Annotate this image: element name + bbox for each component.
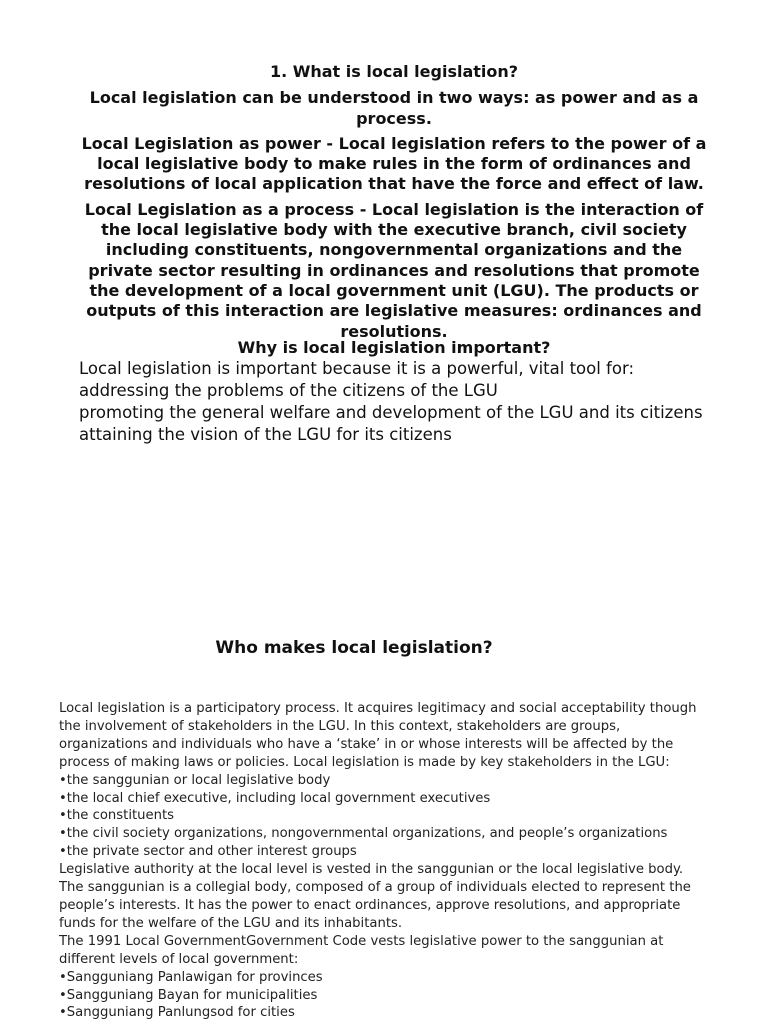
stakeholder-item: •the constituents (59, 808, 175, 824)
why-line: addressing the problems of the citizens of the LGU (79, 381, 498, 400)
level-item: •Sangguniang Bayan for municipalities (59, 987, 318, 1003)
level-item: •Sangguniang Panlungsod for cities (59, 1005, 295, 1021)
who-document (59, 700, 699, 1022)
intro-paragraph: Local legislation can be understood in two ways: as power and as a process. (89, 88, 699, 128)
why-body (79, 358, 719, 446)
stakeholder-item: •the sanggunian or local legislative body (59, 772, 331, 788)
slide-section-what (80, 62, 708, 342)
authority-paragraph: Legislative authority at the local level is vested in the sanggunian or the local legislative body. The sanggunian is a collegial body, composed of a group of individuals elected to represent the people’s interests. It has the power to enact ordinances, approve resolutions, and appropriate funds for the welfare of the LGU and its inhabitants. (59, 862, 691, 931)
why-line: attaining the vision of the LGU for its citizens (79, 425, 452, 444)
power-paragraph: Local Legislation as power - Local legislation refers to the power of a local legislative body to make rules in the form of ordinances and resolutions of local application that have the force and effect of law. (81, 133, 707, 194)
who-paragraph: Local legislation is a participatory process. It acquires legitimacy and social acceptability though the involvement of stakeholders in the LGU. In this context, stakeholders are groups, organizations and individuals who have a ‘stake’ in or whose interests will be affected by the process of making laws or policies. Local legislation is made by key stakeholders in the LGU: (59, 701, 697, 770)
why-line: Local legislation is important because it is a powerful, vital tool for: (79, 359, 635, 378)
who-heading: Who makes local legislation? (215, 638, 493, 658)
process-paragraph: Local Legislation as a process - Local legislation is the interaction of the local legislative body with the executive branch, civil society including constituents, nongovernmental organizations and the private sector resulting in ordinances and resolutions that promote the development of a local government unit (LGU). The products or outputs of this interaction are legislative measures: ordinances and resolutions. (84, 199, 704, 341)
why-heading: Why is local legislation important? (237, 338, 551, 357)
level-item: •Sangguniang Panlawigan for provinces (59, 969, 323, 985)
stakeholder-item: •the local chief executive, including local government executives (59, 790, 491, 806)
question-heading: 1. What is local legislation? (269, 62, 519, 81)
code-paragraph: The 1991 Local GovernmentGovernment Code vests legislative power to the sanggunian at different levels of local government: (59, 933, 664, 967)
stakeholder-item: •the civil society organizations, nongovernmental organizations, and people’s organizations (59, 826, 668, 842)
why-line: promoting the general welfare and development of the LGU and its citizens (79, 403, 703, 422)
stakeholder-item: •the private sector and other interest groups (59, 844, 357, 860)
